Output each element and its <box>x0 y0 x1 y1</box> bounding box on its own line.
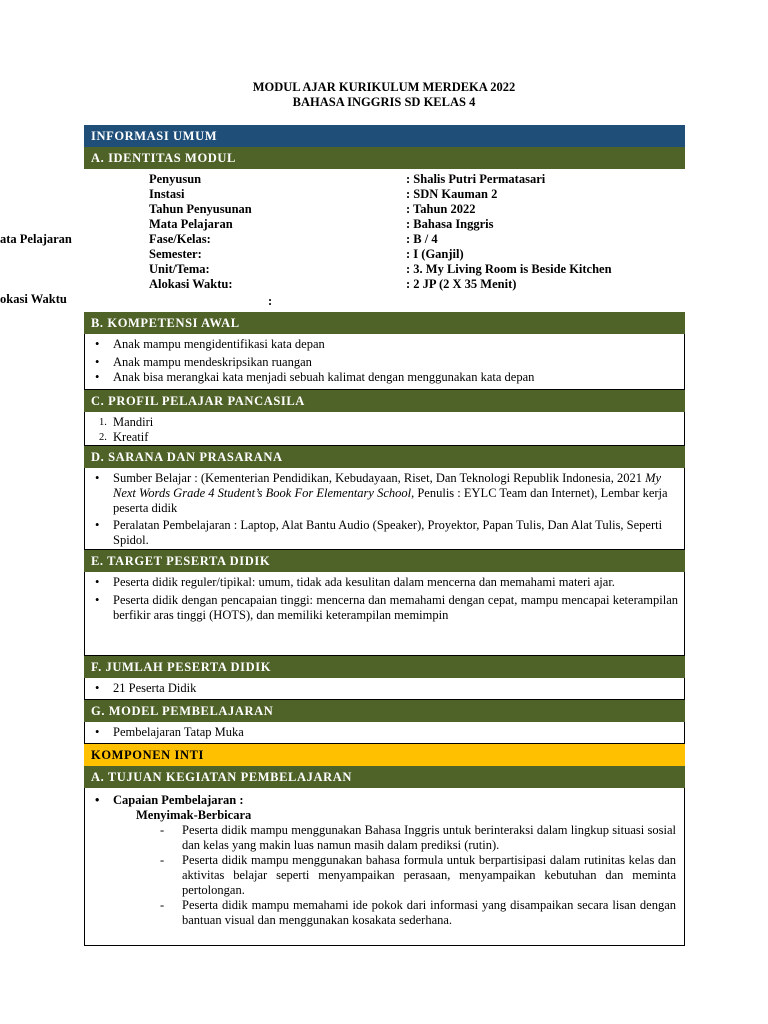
identitas-value: : I (Ganjil) <box>406 247 464 261</box>
dash-marker: - <box>160 898 165 912</box>
identitas-value: : 2 JP (2 X 35 Menit) <box>406 277 517 291</box>
list-item <box>160 898 676 928</box>
list-item: • Anak mampu mengidentifikasi kata depan <box>85 337 684 355</box>
identitas-value: : Bahasa Inggris <box>406 217 494 231</box>
list-number: 2. <box>99 432 107 443</box>
section-informasi-umum: INFORMASI UMUM <box>84 125 685 147</box>
model-box <box>84 722 685 744</box>
sarana-text: Penulis : EYLC Team dan Internet), Lembar kerja peserta didik <box>113 486 668 515</box>
target-list <box>85 575 678 623</box>
stray-mata-pelajaran-text: ata Pelajaran <box>0 232 72 246</box>
section-model: G. MODEL PEMBELAJARAN <box>84 700 685 722</box>
kompetensi-awal-box <box>84 334 685 390</box>
list-item: • Peralatan Pembelajaran : Laptop, Alat Bantu Audio (Speaker), Proyektor, Papan Tulis, Dan Alat Tulis, Seperti Spidol. <box>85 518 679 548</box>
list-item: • 21 Peserta Didik <box>85 681 684 696</box>
identitas-key: Alokasi Waktu: <box>149 277 233 291</box>
section-tujuan: A. TUJUAN KEGIATAN PEMBELAJARAN <box>84 766 685 788</box>
identitas-value: : Shalis Putri Permatasari <box>406 172 546 186</box>
book-title: My Next Words Grade 4 Student’s Book For Elementary School, <box>113 471 662 500</box>
dash-marker: - <box>160 823 165 837</box>
list-text: Peserta didik mampu menggunakan Bahasa Inggris untuk berinteraksi dalam lingkup situasi sosial dan kelas yang makin luas namun masih dalam prediksi (rutin). <box>182 823 676 852</box>
section-jumlah: F. JUMLAH PESERTA DIDIK <box>84 656 685 678</box>
section-komponen-inti: KOMPONEN INTI <box>84 744 685 766</box>
sarana-list <box>85 471 679 548</box>
list-text: Kreatif <box>113 430 149 444</box>
list-item <box>85 415 684 430</box>
tujuan-box <box>84 788 685 946</box>
list-item <box>85 430 684 445</box>
identitas-key: Instasi <box>149 187 185 201</box>
section-profil-pelajar: C. PROFIL PELAJAR PANCASILA <box>84 390 685 412</box>
section-kompetensi-awal: B. KOMPETENSI AWAL <box>84 312 685 334</box>
sarana-text: Sumber Belajar : (Kementerian Pendidikan, Kebudayaan, Riset, Dan Teknologi Republik Indonesia, 2021 <box>113 471 646 485</box>
list-text: Mandiri <box>113 415 154 429</box>
list-item <box>160 823 676 853</box>
identitas-value: : Tahun 2022 <box>406 202 476 216</box>
identitas-key: Semester: <box>149 247 202 261</box>
list-item <box>85 471 679 516</box>
section-target: E. TARGET PESERTA DIDIK <box>84 550 685 572</box>
identitas-key: Unit/Tema: <box>149 262 210 276</box>
jumlah-list <box>85 681 684 696</box>
identitas-value: : 3. My Living Room is Beside Kitchen <box>406 262 612 276</box>
list-text: Peserta didik mampu memahami ide pokok dari informasi yang disampaikan secara lisan dengan bantuan visual dan menggunakan kosakata sederhana. <box>182 898 676 927</box>
identitas-value: : B / 4 <box>406 232 438 246</box>
identitas-key: Fase/Kelas: <box>149 232 211 246</box>
document-title-line2: BAHASA INGGRIS SD KELAS 4 <box>292 95 476 109</box>
capaian-label: • Capaian Pembelajaran : <box>85 793 684 808</box>
list-item <box>160 853 676 898</box>
list-item: • Peserta didik reguler/tipikal: umum, tidak ada kesulitan dalam mencerna dan memahami materi ajar. <box>85 575 678 590</box>
sarana-box <box>84 468 685 550</box>
document-title-line1: MODUL AJAR KURIKULUM MERDEKA 2022 <box>252 80 516 94</box>
stray-colon: : <box>268 294 273 308</box>
identitas-key: Penyusun <box>149 172 202 186</box>
jumlah-box <box>84 678 685 700</box>
list-item: • Anak bisa merangkai kata menjadi sebuah kalimat dengan menggunakan kata depan <box>85 370 684 385</box>
tujuan-dash-list <box>160 823 676 928</box>
stray-alokasi-waktu-text: okasi Waktu <box>0 292 67 306</box>
section-sarana: D. SARANA DAN PRASARANA <box>84 446 685 468</box>
profil-box <box>84 412 685 446</box>
identitas-modul-table <box>0 170 768 310</box>
identitas-key: Mata Pelajaran <box>149 217 233 231</box>
identitas-key: Tahun Penyusunan <box>149 202 252 216</box>
list-number: 1. <box>99 417 107 428</box>
tujuan-list <box>85 793 684 808</box>
target-box <box>84 572 685 656</box>
kompetensi-awal-list <box>85 337 684 385</box>
profil-list <box>85 415 684 445</box>
dash-marker: - <box>160 853 165 867</box>
list-item: • Peserta didik dengan pencapaian tinggi: mencerna dan memahami dengan cepat, mampu mencapai keterampilan berfikir aras tinggi (HOTS), dan memiliki keterampilan memimpin <box>85 593 678 623</box>
model-list <box>85 725 684 740</box>
section-identitas-modul: A. IDENTITAS MODUL <box>84 147 685 169</box>
list-item: • Pembelajaran Tatap Muka <box>85 725 684 740</box>
list-item: • Anak mampu mendeskripsikan ruangan <box>85 355 684 370</box>
sub-label: Menyimak-Berbicara <box>136 808 252 822</box>
identitas-value: : SDN Kauman 2 <box>406 187 498 201</box>
list-text: Peserta didik mampu menggunakan bahasa formula untuk berpartisipasi dalam rutinitas kelas dan aktivitas belajar seperti menyampaikan perasaan, menyampaikan kebutuhan dan meminta pertolongan. <box>182 853 676 897</box>
